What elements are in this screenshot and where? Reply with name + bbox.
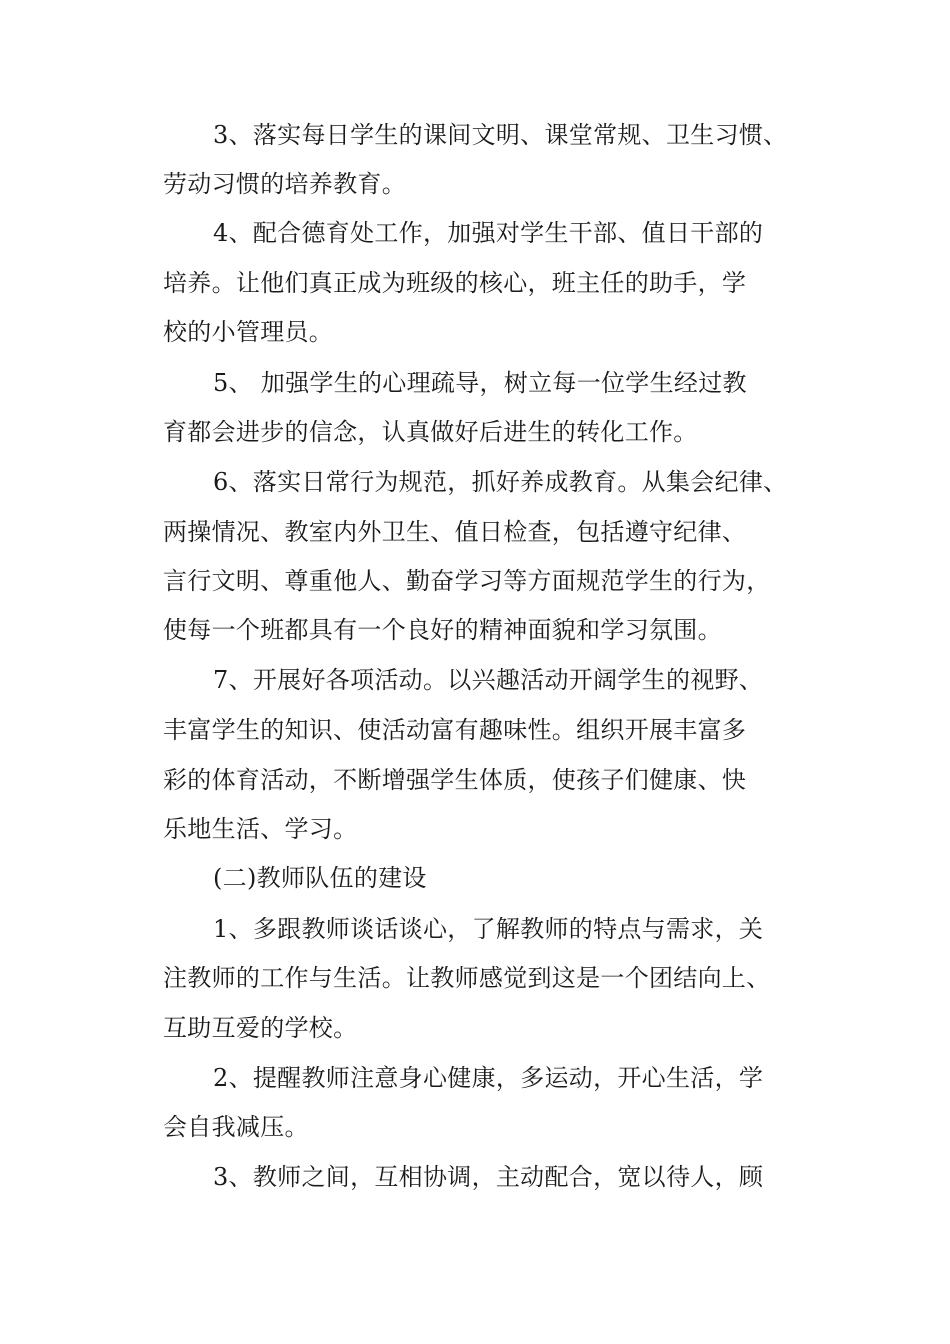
paragraph-line: 6、落实日常行为规范，抓好养成教育。从集会纪律、 [213, 468, 788, 496]
paragraph-line: 校的小管理员。 [163, 318, 334, 346]
paragraph-line: 育都会进步的信念，认真做好后进生的转化工作。 [163, 418, 698, 446]
paragraph-line: 3、教师之间，互相协调，主动配合，宽以待人，顾 [213, 1163, 764, 1191]
section-heading: (二)教师队伍的建设 [213, 864, 427, 892]
paragraph-line: 4、配合德育处工作，加强对学生干部、值日干部的 [213, 219, 764, 247]
paragraph-line: 3、落实每日学生的课间文明、课堂常规、卫生习惯、 [213, 121, 788, 149]
paragraph-line: 两操情况、教室内外卫生、值日检查，包括遵守纪律、 [163, 518, 747, 546]
paragraph-line: 言行文明、尊重他人、勤奋学习等方面规范学生的行为， [163, 567, 771, 595]
paragraph-line: 会自我减压。 [163, 1113, 309, 1141]
paragraph-line: 2、提醒教师注意身心健康，多运动，开心生活，学 [213, 1064, 764, 1092]
paragraph-line: 5、 加强学生的心理疏导，树立每一位学生经过教 [213, 369, 747, 397]
paragraph-line: 1、多跟教师谈话谈心，了解教师的特点与需求，关 [213, 915, 764, 943]
paragraph-line: 培养。让他们真正成为班级的核心，班主任的助手，学 [163, 269, 747, 297]
paragraph-line: 乐地生活、学习。 [163, 815, 358, 843]
paragraph-line: 彩的体育活动，不断增强学生体质，使孩子们健康、快 [163, 766, 747, 794]
paragraph-line: 丰富学生的知识、使活动富有趣味性。组织开展丰富多 [163, 716, 747, 744]
paragraph-line: 劳动习惯的培养教育。 [163, 170, 406, 198]
paragraph-line: 使每一个班都具有一个良好的精神面貌和学习氛围。 [163, 616, 722, 644]
paragraph-line: 互助互爱的学校。 [163, 1014, 358, 1042]
paragraph-line: 7、开展好各项活动。以兴趣活动开阔学生的视野、 [213, 666, 764, 694]
paragraph-line: 注教师的工作与生活。让教师感觉到这是一个团结向上、 [163, 964, 771, 992]
